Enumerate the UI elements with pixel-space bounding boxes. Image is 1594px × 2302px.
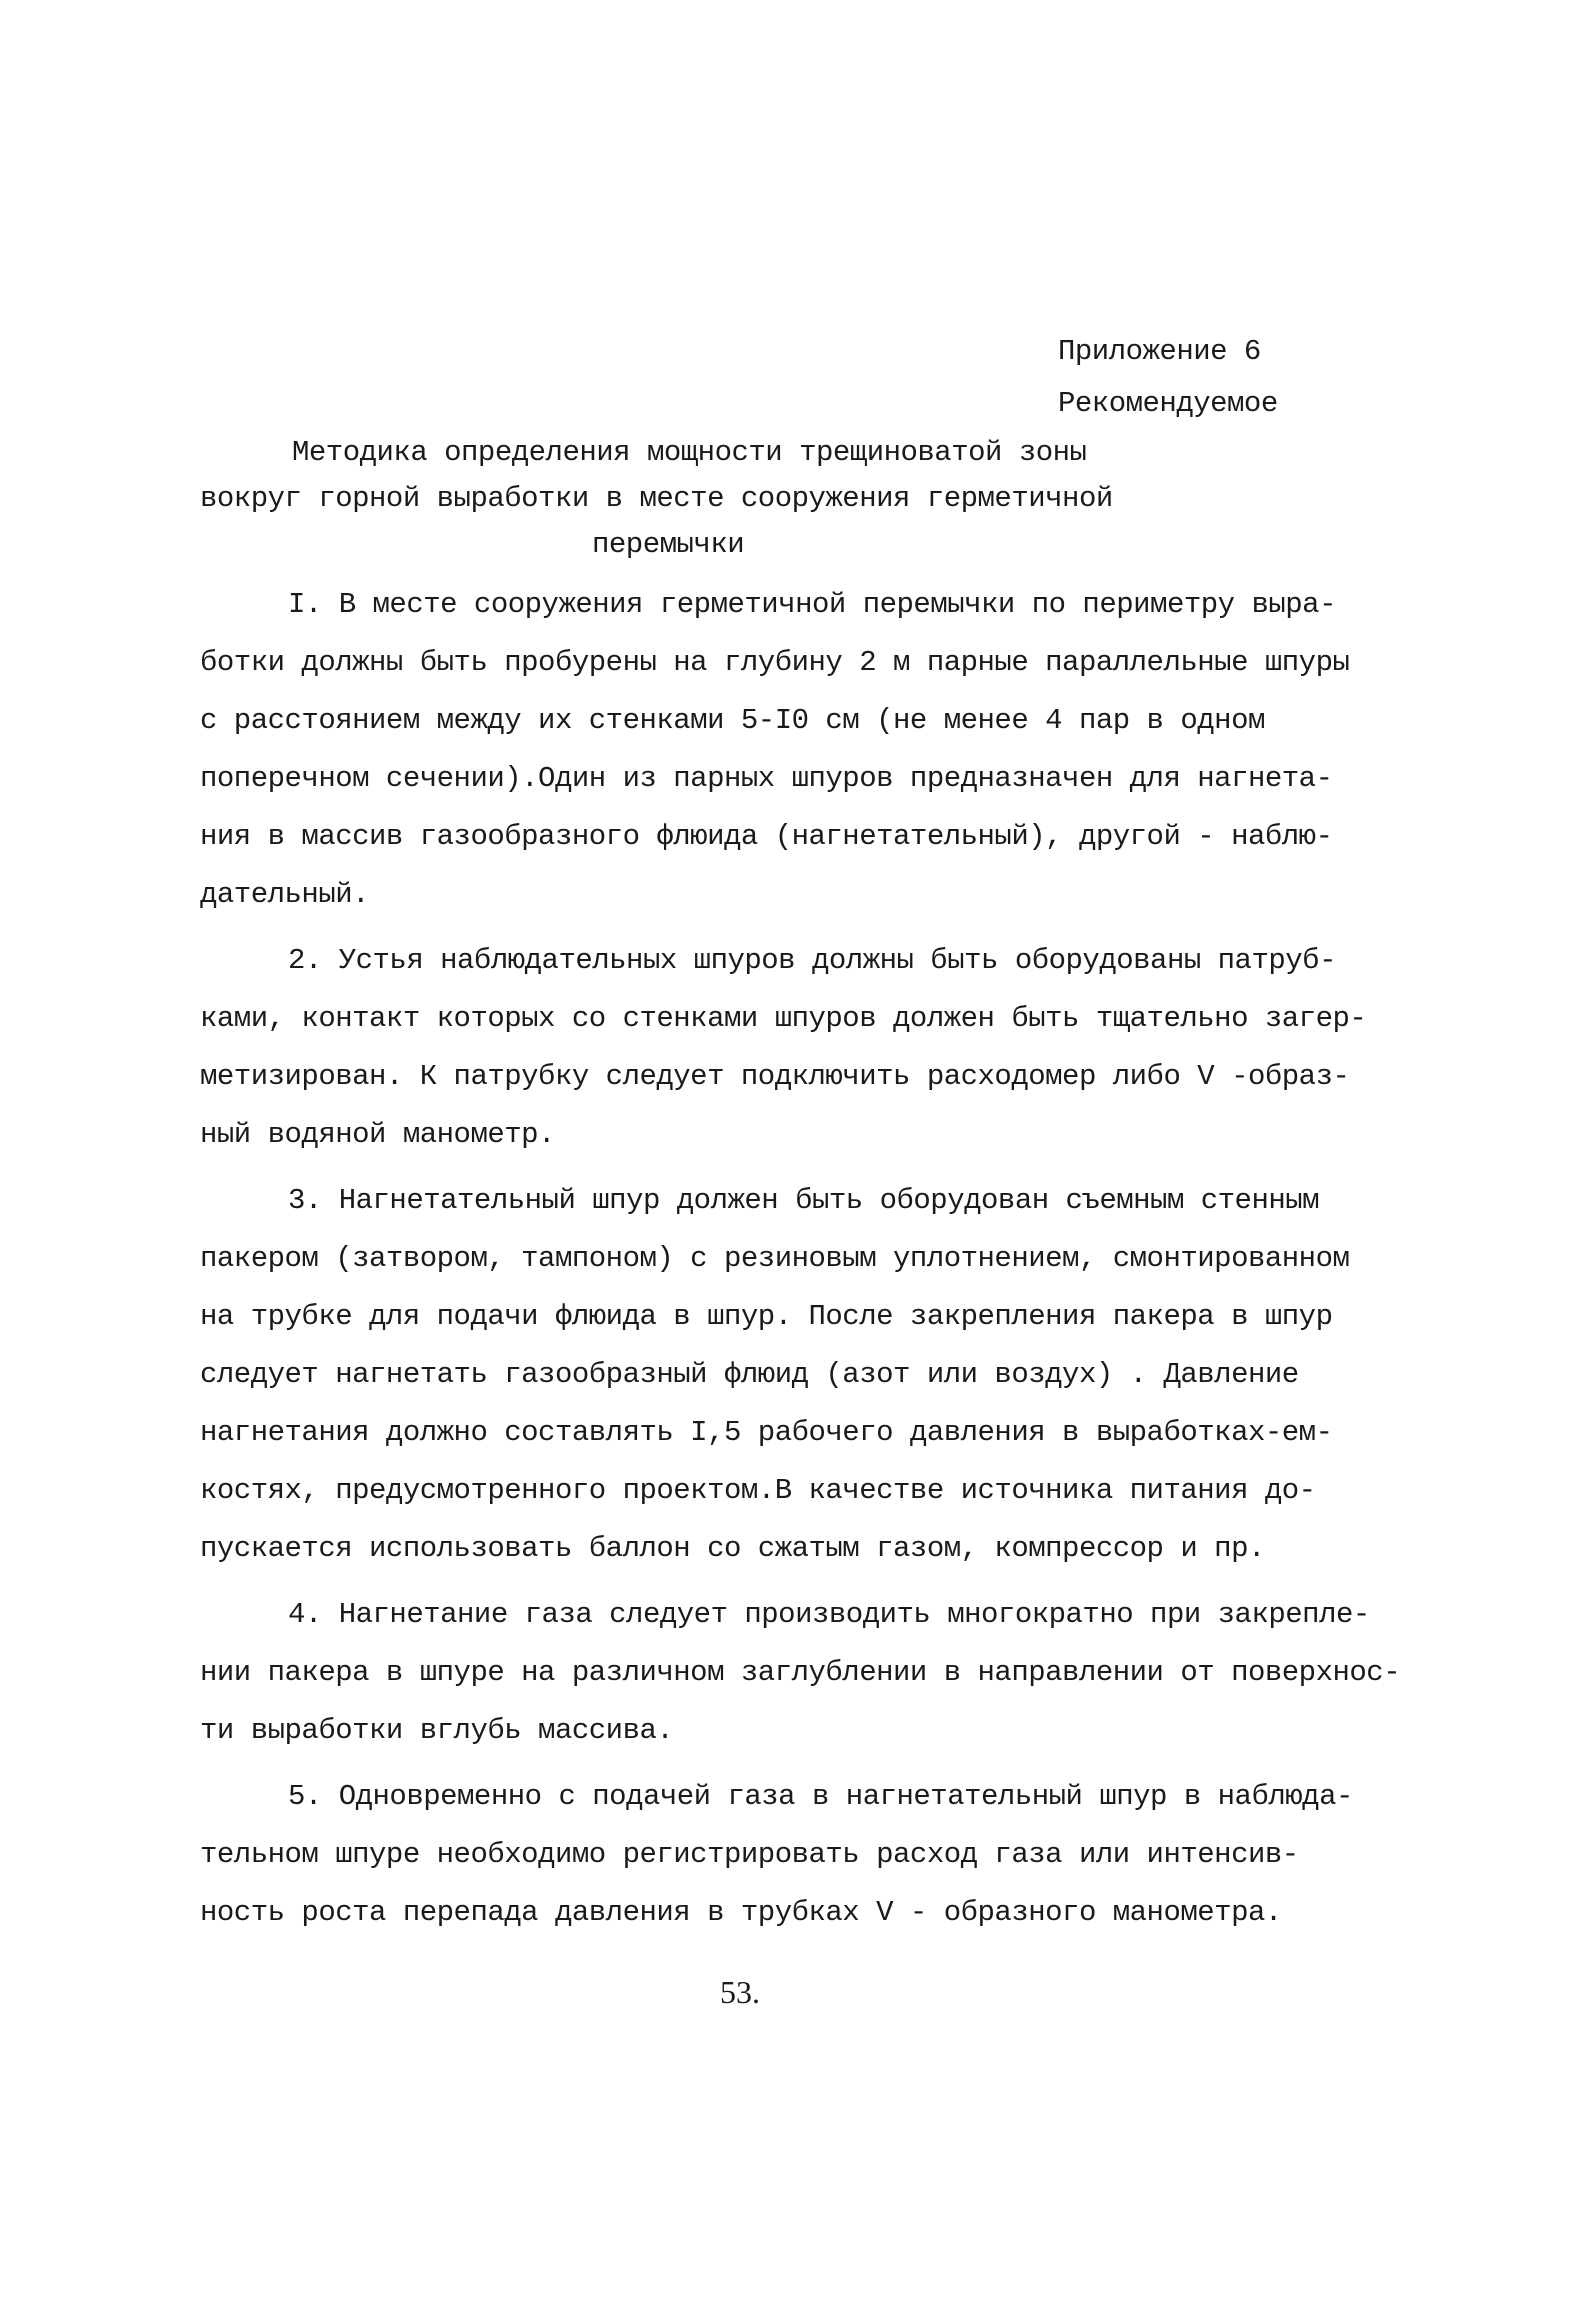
paragraph-3 xyxy=(200,1172,1450,1578)
paragraph-line: на трубке для подачи флюида в шпур. После закрепления пакера в шпур xyxy=(200,1300,1333,1333)
paragraph-line: нии пакера в шпуре на различном заглублении в направлении от поверхнос- xyxy=(200,1656,1401,1689)
title-line: Методика определения мощности трещиноватой зоны xyxy=(292,436,1087,469)
paragraph-line: тельном шпуре необходимо регистрировать расход газа или интенсив- xyxy=(200,1838,1299,1871)
paragraph-line: пускается использовать баллон со сжатым газом, компрессор и пр. xyxy=(200,1532,1265,1565)
paragraph-line: ти выработки вглубь массива. xyxy=(200,1714,674,1747)
paragraph-5 xyxy=(200,1768,1450,1942)
paragraph-line: ность роста перепада давления в трубках V - образного манометра. xyxy=(200,1896,1282,1929)
paragraph-line: пакером (затвором, тампоном) с резиновым уплотнением, смонтированном xyxy=(200,1242,1350,1275)
appendix-label: Приложение 6 xyxy=(1058,335,1261,368)
paragraph-line: дательный. xyxy=(200,878,370,911)
document-body xyxy=(200,576,1450,1950)
paragraph-line: поперечном сечении).Один из парных шпуров предназначен для нагнета- xyxy=(200,762,1333,795)
paragraph-line: с расстоянием между их стенками 5-I0 см (не менее 4 пар в одном xyxy=(200,704,1265,737)
paragraph-line: ками, контакт которых со стенками шпуров должен быть тщательно загер- xyxy=(200,1002,1367,1035)
paragraph-2 xyxy=(200,932,1450,1164)
title-line: вокруг горной выработки в месте сооружения герметичной xyxy=(200,482,1113,515)
paragraph-line: костях, предусмотренного проектом.В качестве источника питания до- xyxy=(200,1474,1316,1507)
paragraph-line: 2. Устья наблюдательных шпуров должны быть оборудованы патруб- xyxy=(288,944,1336,977)
paragraph-1 xyxy=(200,576,1450,924)
appendix-status: Рекомендуемое xyxy=(1058,387,1278,420)
paragraph-line: метизирован. К патрубку следует подключить расходомер либо V -образ- xyxy=(200,1060,1350,1093)
paragraph-line: следует нагнетать газообразный флюид (азот или воздух) . Давление xyxy=(200,1358,1299,1391)
paragraph-line: нагнетания должно составлять I,5 рабочего давления в выработках-ем- xyxy=(200,1416,1333,1449)
paragraph-4 xyxy=(200,1586,1450,1760)
appendix-header xyxy=(1058,326,1278,430)
paragraph-line: ботки должны быть пробурены на глубину 2 м парные параллельные шпуры xyxy=(200,646,1350,679)
paragraph-line: I. В месте сооружения герметичной перемычки по периметру выра- xyxy=(288,588,1336,621)
paragraph-line: 5. Одновременно с подачей газа в нагнетательный шпур в наблюда- xyxy=(288,1780,1353,1813)
page-number: 53. xyxy=(720,1974,760,2010)
paragraph-line: 4. Нагнетание газа следует производить многократно при закрепле- xyxy=(288,1598,1370,1631)
paragraph-line: ный водяной манометр. xyxy=(200,1118,555,1151)
title-line: перемычки xyxy=(592,528,745,561)
paragraph-line: 3. Нагнетательный шпур должен быть оборудован съемным стенным xyxy=(288,1184,1320,1217)
paragraph-line: ния в массив газообразного флюида (нагнетательный), другой - наблю- xyxy=(200,820,1333,853)
document-title xyxy=(200,430,1200,568)
